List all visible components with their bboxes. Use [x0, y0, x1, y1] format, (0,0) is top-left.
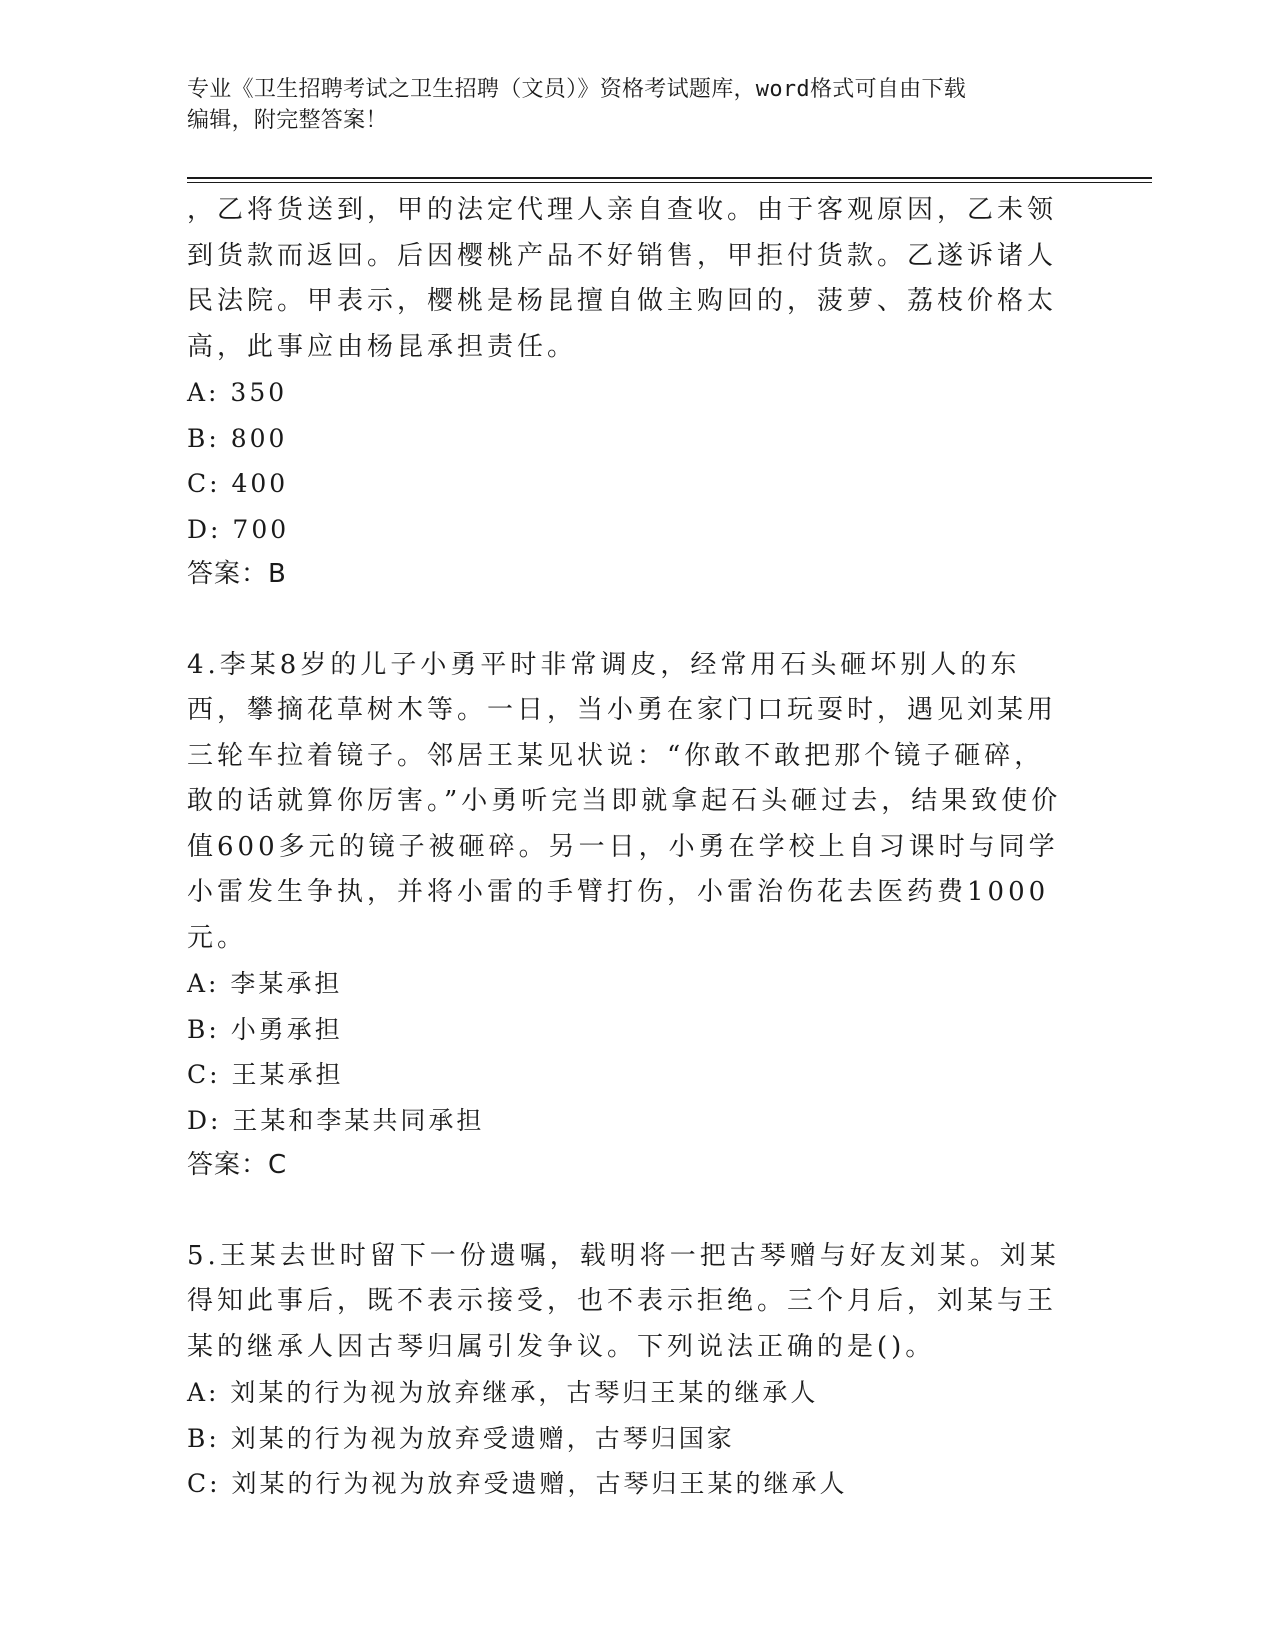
- option-d: D: 王某和李某共同承担: [187, 1105, 485, 1135]
- option-a: A: 350: [187, 378, 288, 407]
- question-3: [187, 188, 1067, 598]
- option-a: A: 刘某的行为视为放弃继承，古琴归王某的继承人: [187, 1378, 819, 1407]
- option-b: B: 刘某的行为视为放弃受遗赠，古琴归国家: [187, 1423, 735, 1453]
- document-body: [187, 188, 1067, 1507]
- option-a: A: 李某承担: [187, 969, 343, 998]
- header-line-1: 专业《卫生招聘考试之卫生招聘（文员）》资格考试题库，word格式可自由下载: [187, 77, 967, 102]
- header-rule-thin: [187, 182, 1152, 183]
- option-d: D: 700: [187, 514, 290, 544]
- header-rule-thick: [187, 177, 1152, 179]
- spacer: [187, 598, 1067, 643]
- answer: 答案：C: [187, 1150, 288, 1180]
- question-stem: ，乙将货送到，甲的法定代理人亲自查收。由于客观原因，乙未领到货款而返回。后因樱桃产品不好销售，甲拒付货款。乙遂诉诸人民法院。甲表示，樱桃是杨昆擅自做主购回的，菠萝、荔枝价格太高，此事应由杨昆承担责任。: [187, 195, 1058, 362]
- option-b: B: 小勇承担: [187, 1014, 343, 1044]
- answer: 答案：B: [187, 559, 287, 589]
- header-line-2: 编辑，附完整答案！: [187, 108, 388, 133]
- question-stem: 4.李某8岁的儿子小勇平时非常调皮，经常用石头砸坏别人的东西，攀摘花草树木等。一日，当小勇在家门口玩耍时，遇见刘某用三轮车拉着镜子。邻居王某见状说：“你敢不敢把那个镜子砸碎，敢的话就算你厉害。”小勇听完当即就拿起石头砸过去，结果致使价值600多元的镜子被砸碎。另一日，小勇在学校上自习课时与同学小雷发生争执，并将小雷的手臂打伤，小雷治伤花去医药费1000元。: [187, 649, 1062, 953]
- option-b: B: 800: [187, 423, 288, 453]
- question-5: [187, 1234, 1067, 1507]
- option-c: C: 400: [187, 469, 289, 498]
- option-c: C: 刘某的行为视为放弃受遗赠，古琴归王某的继承人: [187, 1469, 848, 1498]
- option-c: C: 王某承担: [187, 1060, 344, 1089]
- question-4: [187, 643, 1067, 1189]
- spacer: [187, 1189, 1067, 1234]
- question-stem: 5.王某去世时留下一份遗嘱，载明将一把古琴赠与好友刘某。刘某得知此事后，既不表示接受，也不表示拒绝。三个月后，刘某与王某的继承人因古琴归属引发争议。下列说法正确的是()。: [187, 1240, 1060, 1362]
- document-header: [187, 74, 1067, 136]
